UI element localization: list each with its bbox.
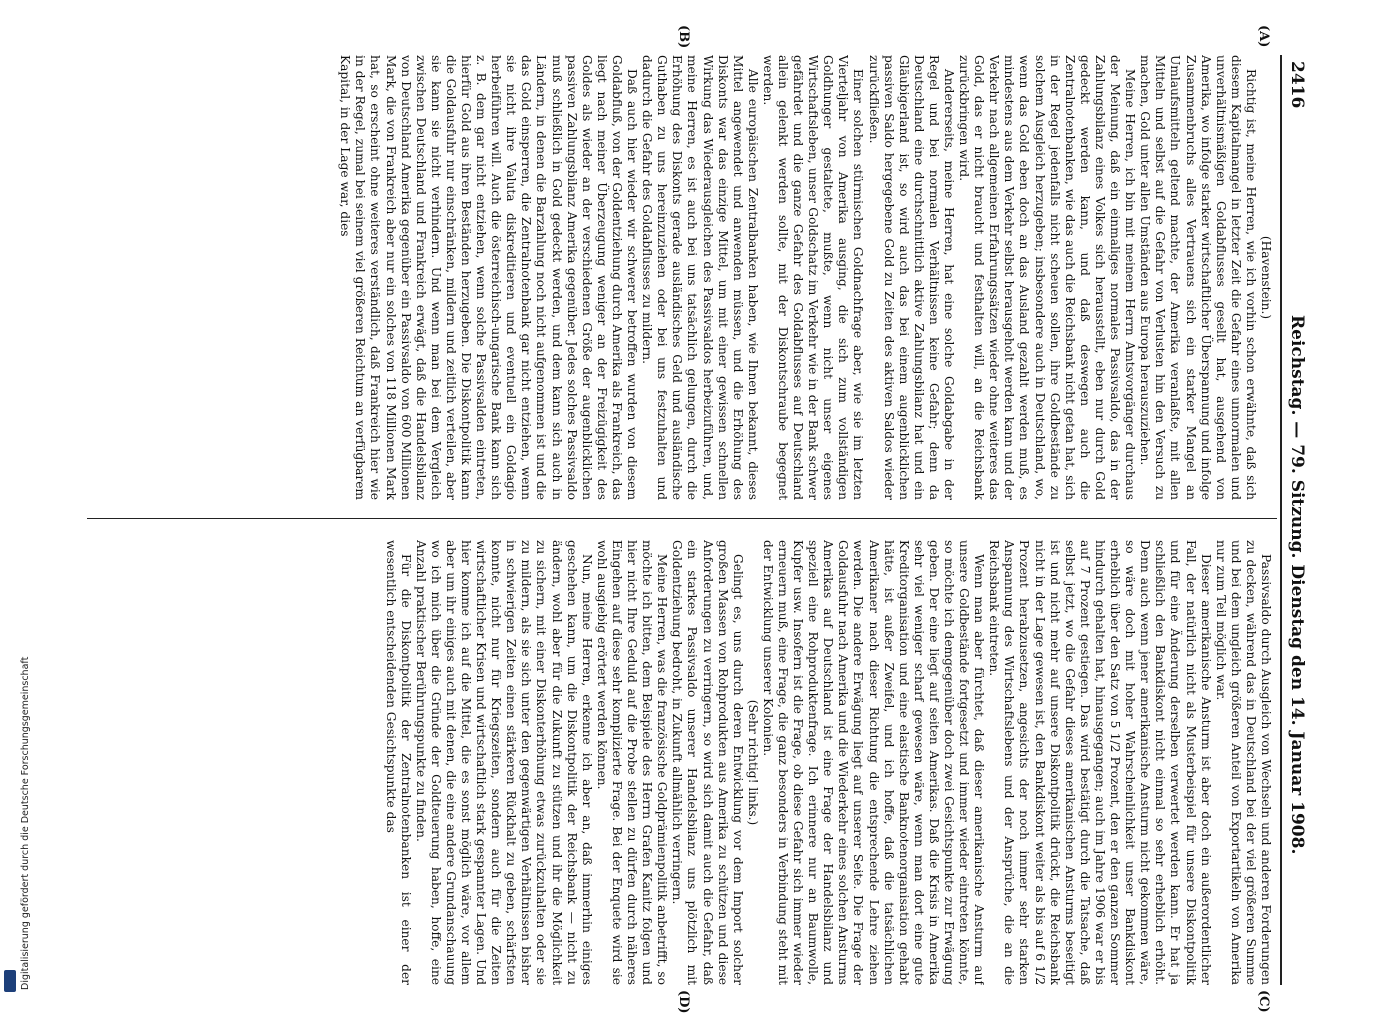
paragraph: Meine Herren, was die französische Goldprämienpolitik anbetrifft, so möchte ich bitten, dem Beispiele des Herrn Grafen Kanitz folgen und hier nicht Ihre Geduld auf die Probe stellen zu dürfen durch näheres Eingehen auf diese sehr komplizierte Frage. Bei der Enquete wird sie wohl ausgiebig erörtert werden können. — [594, 540, 670, 985]
margin-marker-c: (C) — [1256, 990, 1271, 1013]
left-column — [88, 55, 1273, 500]
paragraph: Daß auch hier wieder wir schwerer betroffen wurden von diesem Goldabfluß, von der Goldentziehung durch Amerika als Frankreich, das liegt nach meiner Überzeugung weniger an der Freizügigkeit des Goldes als wieder an der verschiedenen Größe der augenblicklichen passiven Zahlungsbilanz Amerika gegenüber. Jedes solches Passivsaldo muß schließlich in Gold gedeckt werden, und dem kann sich auch in Ländern, in denen die Barzahlung noch nicht aufgenommen ist und die das Gold einsperren, die Zentralnotenbank gar nicht entziehen, wenn sie nicht ihre Valuta diskreditieren und eventuell ein Goldagio herbeiführen will. Auch die österreichisch-ungarische Bank kann sich z. B. dem gar nicht entziehen, wenn solche Passivsalden eintreten, hierfür Gold aus ihren Beständen herzugeben. Die Diskontpolitik kann die Goldausfuhr nur einschränken, mildern und zeitlich verteilen, aber sie kann sie nicht verhindern. Und wenn man bei dem Vergleich zwischen Deutschland und Frankreich erwägt, daß die Handelsbilanz von Deutschland Amerika gegenüber ein Passivsaldo von 600 Millionen Mark, die von Frankreich aber nur ein solches von 118 Millionen Mark hat, so erscheint ohne weiteres verständlich, daß Frankreich hier wie in der Regel, zumal bei seinem viel größeren Reichtum an verfügbarem Kapital, in der Lage war, dies — [338, 55, 640, 500]
paragraph: Andererseits, meine Herren, hat eine solche Goldabgabe in der Regel und bei normalen Verhältnissen keine Gefahr; denn da Deutschland eine durchschnittlich aktive Zahlungsbilanz hat und ein Gläubigerland ist, so wird auch das bei einem augenblicklichen passiven Saldo hergegebene Gold zu Zeiten des aktiven Saldos wieder zurückfließen. — [866, 55, 957, 500]
paragraph: Gelingt es, uns durch deren Entwicklung vor dem Import solcher großen Massen von Rohprodukten aus Amerika zu schützen und diese Anforderungen zu verringern, so wird sich damit auch die Gefahr, daß ein starkes Passivsaldo unserer Handelsbilanz uns plötzlich mit Goldentziehung bedroht, in Zukunft allmählich verringern. — [670, 540, 745, 985]
paragraph: Einer solchen stürmischen Goldnachfrage aber, wie sie im letzten Vierteljahr von Amerika ausging, die sich zum vollständigen Goldhunger gestaltete, mußte, wenn nicht unser eigenes Wirtschaftsleben, unser Goldschatz im Verkehr wie in der Bank schwer gefährdet und die ganze Gefahr des Goldabflusses auf Deutschland allein gelenkt werden sollte, mit der Diskontschraube begegnet werden. — [760, 55, 866, 500]
speaker-name: (Havenstein.) — [1259, 235, 1273, 320]
paragraph: Nun, meine Herren, erkenne ich aber an, daß immerhin einiges geschehen kann, um die Diskontpolitik der Reichsbank — nicht zu ändern, wohl aber für die Zukunft zu stützen und ihr die Möglichkeit zu sichern, mit einer Diskonterhöhung etwas zurückzuhalten oder sie zu mildern, als sie sich unter den gegenwärtigen Verhältnissen bisher in schwierigen Zeiten einen stärkeren Rückhalt zu geben, schärfsten konnte, nicht nur für Kriegszeiten, sondern auch für die Zeiten wirtschaftlicher Krisen und wirtschaftlich stark gespannter Lagen. Und hier komme ich auf die Mittel, die es sonst möglich wäre, vor allem aber um ihr einiges auch mit denen, die eine andere Grundanschauung wo ich mich über die Gründe der Goldteuerung haben, hoffe, eine Anzahl praktischer Berührungspunkte zu finden. — [413, 540, 594, 985]
credit-text: Digitalisierung gefördert durch die Deutsche Forschungsgemeinschaft — [20, 656, 31, 990]
paragraph: Richtig ist, meine Herren, wie ich vorhin schon erwähnte, daß sich diesem Kapitalmangel in letzter Zeit die Gefahr eines unnormalen und unverhältnismäßigen Goldabflusses gesellt hat, ausgehend von Amerika, wo infolge starker wirtschaftlicher Überspannung und infolge Zusammenbruchs alles Vertrauens sich ein starker Mangel an Umlaufsmitteln geltend machte, der Amerika veranlaßte, mit allen Mitteln und selbst auf die Gefahr von Verlusten hin den Versuch zu machen, Gold unter allen Umständen aus Europa herauszuziehen. — [1138, 55, 1258, 500]
interjection: (Sehr richtig! links.) — [745, 699, 760, 826]
paragraph: Meine Herren, ich bin mit meinem Herrn Amtsvorgänger durchaus der Meinung, daß ein einmaliges normales Passivsaldo, das in der Zahlungsbilanz eines Volkes sich herausstellt, eben nur durch Gold gedeckt werden kann, und daß deswegen auch die Zentralnotenbanken, wie das auch die Reichsbank nicht getan hat, sich in der Regel jedenfalls nicht scheuen sollen, ihre Goldbestände zu solchem Ausgleich herzugeben; insbesondere auch in Deutschland, wo, wenn das Gold eben doch an das Ausland gezahlt werden muß, es mindestens aus dem Verkehr selbst herausgeholt werden kann und der Verkehr nach allgemeinen Erfahrungssätzen wieder ohne weiteres das Gold, das er nicht braucht und festhalten will, an die Reichsbank zurückbringen wird. — [957, 55, 1138, 500]
margin-marker-d: (D) — [676, 990, 691, 1014]
page-header — [1281, 55, 1311, 985]
paragraph: Dieser amerikanische Ansturm ist aber doch ein außerordentlicher Fall, der natürlich nicht als Musterbeispiel für unsere Diskontpolitik und für eine Änderung derselben verwertet werden kann. Er hat ja schließlich den Bankdiskont nicht einmal so sehr erheblich erhöht. Denn auch wenn jener amerikanische Ansturm nicht gekommen wäre, so wäre doch mit hoher Wahrscheinlichkeit unser Bankdiskont erheblich über den Satz von 5 1/2 Prozent, den er den ganzen Sommer hindurch gehalten hat, hinausgegangen; auch im Jahre 1906 war er bis auf 7 Prozent gestiegen. Das wird bestätigt durch die Tatsache, daß selbst jetzt, wo die Gefahr dieses amerikanischen Ansturms beseitigt ist und nicht mehr auf unsere Diskontpolitik drückt, die Reichsbank nicht in der Lage gewesen ist, den Bankdiskont weiter als bis auf 6 1/2 Prozent herabzusetzen, angesichts der noch immer sehr starken Anspannung des Wirtschaftslebens und der Ansprüche, die an die Reichsbank eintreten. — [987, 540, 1213, 985]
right-column — [88, 540, 1273, 985]
paragraph: Passivsaldo durch Ausgleich von Wechseln und anderen Forderungen zu decken, während das in Deutschland bei der viel größeren Summe und bei dem ungleich größeren Anteil von Exportartikeln von Amerika nur zum Teil möglich war. — [1213, 540, 1273, 985]
page-number: 2416 — [1287, 61, 1307, 109]
paragraph: Alle europäischen Zentralbanken haben, wie Ihnen bekannt, dieses Mittel angewendet und anwenden müssen, und die Erhöhung des Diskonts war das einzige Mittel, um mit einer gewissen schnellen Wirkung das Wiederausgleichen des Passivsaldos herbeizuführen, und, meine Herren, es ist auch bei uns tatsächlich gelungen, durch die Erhöhung des Diskonts gerade ausländisches Geld und ausländische Guthaben zu uns hereinzuziehen oder bei uns festzuhalten und dadurch die Gefahr des Goldabflusses zu mildern. — [640, 55, 760, 500]
rotated-page-content — [81, 25, 1311, 1014]
header-rule — [1280, 55, 1282, 985]
dfg-logo-icon — [4, 970, 16, 992]
paragraph: Für die Diskontpolitik der Zentralnotenbanken ist einer der wesentlich entscheidenden Gesichtspunkte das — [383, 540, 413, 985]
page-title: Reichstag. — 79. Sitzung. Dienstag den 14. Januar 1908. — [1287, 315, 1307, 855]
paragraph: Wenn man aber fürchtet, daß dieser amerikanische Ansturm auf unsere Goldbestände fortgesetzt und immer wieder eintreten könnte, so möchte ich demgegenüber doch zwei Gesichtspunkte zur Erwägung geben. Der eine liegt auf seiten Amerikas. Daß die Krisis in Amerika sehr viel weniger scharf gewesen wäre, wenn man dort eine gute Kreditorganisation und eine elastische Banknotenorganisation gehabt hätte, ist außer Zweifel, und ich hoffe, daß die tatsächlichen Amerikaner nach dieser Richtung die entsprechende Lehre ziehen werden. Die andere Erwägung liegt auf unserer Seite. Die Frage der Goldausfuhr nach Amerika und die Wiederkehr eines solchen Ansturms Amerikas auf Deutschland ist eine Frage der Handelsbilanz und speziell eine Rohproduktenfrage. Ich erinnere nur an Baumwolle, Kupfer usw. Insofern ist die Frage, ob diese Gefahr sich immer wieder erneuern muß, eine Frage, die ganz besonders in Verbindung steht mit der Entwicklung unserer Kolonien. — [760, 540, 987, 985]
column-divider — [87, 518, 1277, 519]
digitization-credit — [0, 0, 31, 1000]
margin-marker-a: (A) — [1256, 25, 1271, 48]
margin-marker-b: (B) — [676, 25, 691, 49]
